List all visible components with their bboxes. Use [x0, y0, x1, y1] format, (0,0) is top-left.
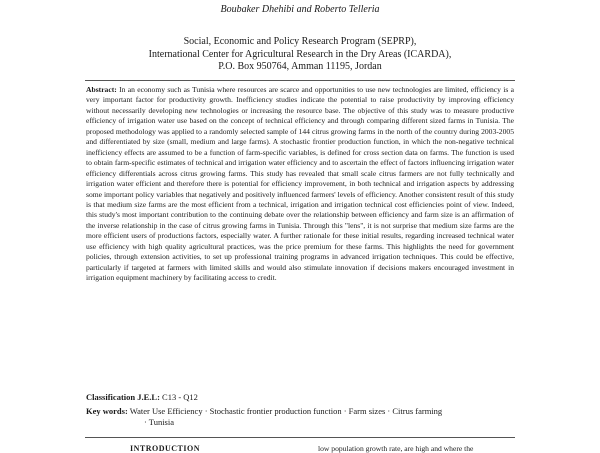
classification-value: C13 - Q12 [162, 392, 198, 402]
abstract-text: In an economy such as Tunisia where resources are scarce and opportunities to use new technologies are limited, efficiency is a very important factor for productivity growth. Inefficiency studies indicate the potential to raise productivity by improving efficiency without necessarily developing new technologies or increasing the resource base. The objective of this study was to measure productive efficiency of irrigation water use based on the concept of technical efficiency and through comparing different sized farms in Tunisia. The proposed methodology was applied to a randomly selected sample of 144 citrus growing farms in the north of the country during 2003-2005 and differentiated by size (small, medium and large farms). A stochastic frontier production function, in which the non-negative technical inefficiency effects are assumed to be a function of farm-specific variables, is defined for cross section data on farms. The function is used to obtain farm-specific estimates of technical and irrigation water efficiency and to ascertain the effect of factors influencing irrigation water efficiency differentials across citrus growing farms. This study has revealed that small scale citrus farmers are not fully technically and irrigation water efficient and therefore there is potential for efficiency improvement, in both technical and irrigation aspects by addressing some important policy variables that negatively and positively influenced farmers' levels of efficiency. Another consistent result of this study is that medium size farms are the most efficient from a technical, irrigation and irrigation technical cost efficiencies point of view. Indeed, this study's most important contribution to the continuing debate over the relationship between efficiency and farm size is an affirmation of the inverse relationship in the case of citrus growing farms in Tunisia. Through this "lens", it is not surprise that medium size farms are the more efficient users of productions factors, especially water. A further rationale for these initial results, regarding increased technical water use efficiency with high quality agricultural practices, was the price premium for these farms. This highlights the need for government policies, through extension activities, to set up professional training programs in advanced irrigation techniques. This could be effective, particularly if targeted at farmers with limited skills and would also stimulate innovation if decisions makers encouraged investment in irrigation equipment machinery by facilitating access to credit. [86, 85, 514, 283]
affiliation-line: P.O. Box 950764, Amman 11195, Jordan [218, 61, 382, 72]
section-heading-introduction: INTRODUCTION [130, 444, 201, 453]
keywords-line: Water Use Efficiency · Stochastic frontier production function · Farm sizes · Citrus farming [129, 406, 443, 416]
keywords-line: · Tunisia [144, 417, 174, 427]
affiliation-block [0, 36, 600, 74]
column-text: low population growth rate, are high and where the [318, 444, 474, 453]
keywords-label: Key words: [86, 406, 128, 416]
top-divider [85, 80, 515, 81]
keywords-block [86, 406, 516, 428]
affiliation-line: Social, Economic and Policy Research Program (SEPRP), [183, 36, 417, 47]
classification-line [86, 392, 516, 403]
classification-label: Classification J.E.L: [86, 392, 160, 402]
abstract [86, 85, 514, 284]
bottom-divider [85, 437, 515, 438]
author-names: Boubaker Dhehibi and Roberto Telleria [220, 4, 380, 15]
abstract-label: Abstract: [86, 85, 117, 94]
affiliation-line: International Center for Agricultural Research in the Dry Areas (ICARDA), [148, 48, 452, 60]
